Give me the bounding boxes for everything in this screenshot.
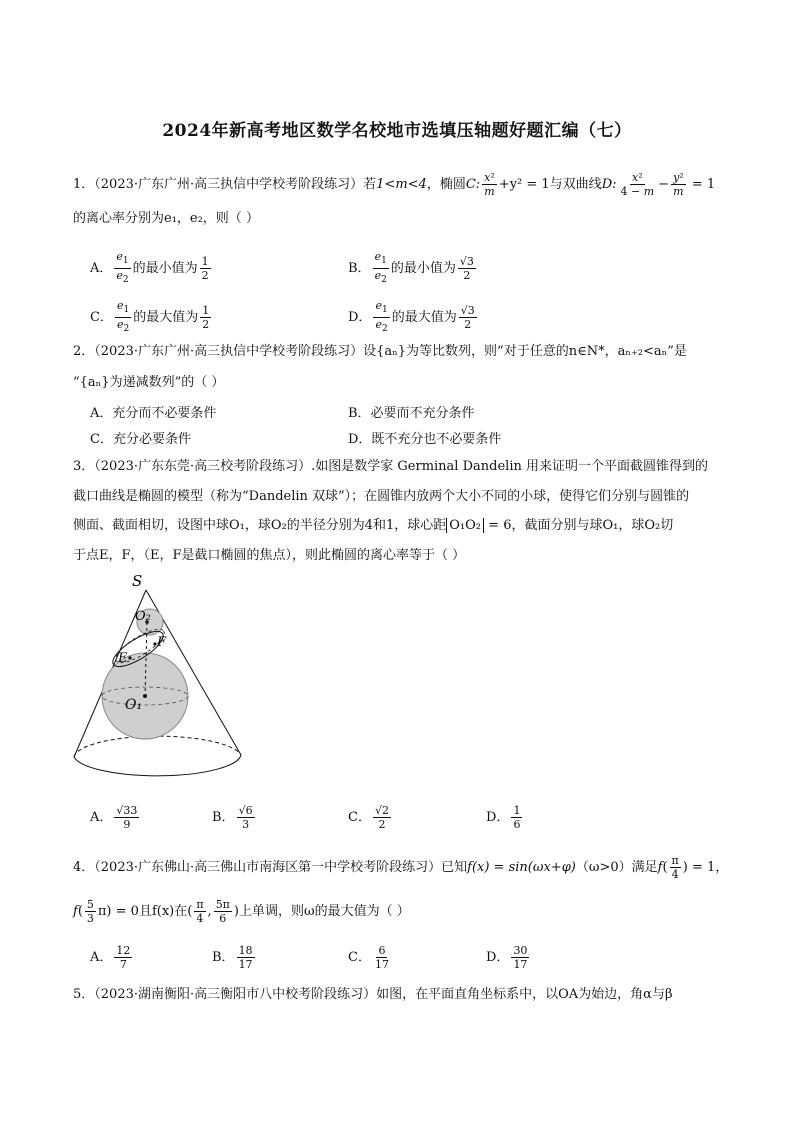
q3-option-a[interactable]: A． $\frac{√33}{9}$ <box>90 804 138 831</box>
q4-option-c[interactable]: C． $\frac{6}{17}$ <box>348 944 389 971</box>
q4-option-d[interactable]: D． $\frac{30}{17}$ <box>486 944 528 971</box>
question-4-line-2: f( $\frac{5}{3}$ π) = 0且f(x)在( $\frac{\pi}{4}$ , $\frac{5\pi}{6}$ )上单调，则ω的最大值为（ ） <box>73 898 410 925</box>
label-f: F <box>157 635 167 650</box>
cone-base-back <box>74 736 241 757</box>
q2-option-a[interactable]: A．充分而不必要条件 <box>90 406 217 421</box>
question-3-line-3: 侧面、截面相切，设图中球O₁，球O₂的半径分别为4和1，球心距 O₁O₂ = 6，截面分别与球O₁，球O₂切 <box>73 518 674 533</box>
question-2-line-2: “{aₙ}为递减数列”的（ ） <box>73 375 225 390</box>
q2-option-c[interactable]: C．充分必要条件 <box>90 432 191 447</box>
q2-option-b[interactable]: B．必要而不充分条件 <box>348 406 475 421</box>
q1-option-c[interactable]: C． $\frac{e_1}{e_2}$ 的最大值为 $\frac{1}{2}$ <box>90 299 210 335</box>
page-title: 2024年新高考地区数学名校地市选填压轴题好题汇编（七） <box>162 121 632 141</box>
q1-option-b[interactable]: B． $\frac{e_1}{e_2}$ 的最小值为 $\frac{√3}{2}$ <box>348 250 474 286</box>
question-1-line-2: 的离心率分别为e₁，e₂，则（ ） <box>73 211 259 226</box>
q3-option-c[interactable]: C． $\frac{√2}{2}$ <box>348 804 389 831</box>
label-e: E <box>118 651 128 666</box>
question-3-line-1: 3．（2023·广东东莞·高三校考阶段练习）.如图是数学家 Germinal Dandelin 用来证明一个平面截圆锥得到的 <box>73 459 708 474</box>
q4-option-b[interactable]: B． $\frac{18}{17}$ <box>212 944 253 971</box>
q2-option-d[interactable]: D．既不充分也不必要条件 <box>348 432 502 447</box>
q1-option-d[interactable]: D． $\frac{e_1}{e_2}$ 的最大值为 $\frac{√3}{2}$ <box>348 299 475 335</box>
dandelin-spheres-figure <box>68 570 248 790</box>
question-1-line-1: 1．（2023·广东广州·高三执信中学校考阶段练习）若1<m<4，椭圆C: $\frac{\text{x²}}{m}$ +y² = 1与双曲线D: $\frac{\text{x²}}{4 - m}$ − $\frac{\text{y²}}{m}$ = 1 <box>73 171 716 198</box>
q1-option-a[interactable]: A． $\frac{e_1}{e_2}$ 的最小值为 $\frac{1}{2}$ <box>90 250 209 286</box>
q3-option-b[interactable]: B． $\frac{√6}{3}$ <box>212 804 253 831</box>
question-3-line-2: 截口曲线是椭圆的模型（称为“Dandelin 双球”）；在圆锥内放两个大小不同的小球，使得它们分别与圆锥的 <box>73 489 690 504</box>
label-o1: O₁ <box>125 697 143 713</box>
point-o1 <box>143 694 147 698</box>
question-3-line-4: 于点E，F，（E，F是截口椭圆的焦点），则此椭圆的离心率等于（ ） <box>73 548 466 563</box>
label-s: S <box>132 572 143 590</box>
question-2-line-1: 2．（2023·广东广州·高三执信中学校考阶段练习）设{aₙ}为等比数列，则“对于任意的n∈N*，aₙ₊₂<aₙ”是 <box>73 344 687 359</box>
q4-option-a[interactable]: A． $\frac{12}{7}$ <box>90 944 131 971</box>
question-4-line-1: 4．（2023·广东佛山·高三佛山市南海区第一中学校考阶段练习）已知f(x) = sin(ωx+φ)（ω>0）满足f( $\frac{\pi}{4}$ ) = 1， <box>73 854 729 881</box>
point-e <box>128 656 131 659</box>
label-o2: O₂ <box>135 609 151 624</box>
q3-option-d[interactable]: D． $\frac{1}{6}$ <box>486 804 521 831</box>
question-5-line-1: 5．（2023·湖南衡阳·高三衡阳市八中校考阶段练习）如图，在平面直角坐标系中，以OA为始边，角α与β <box>73 987 673 1002</box>
cone-base-front <box>74 755 241 776</box>
